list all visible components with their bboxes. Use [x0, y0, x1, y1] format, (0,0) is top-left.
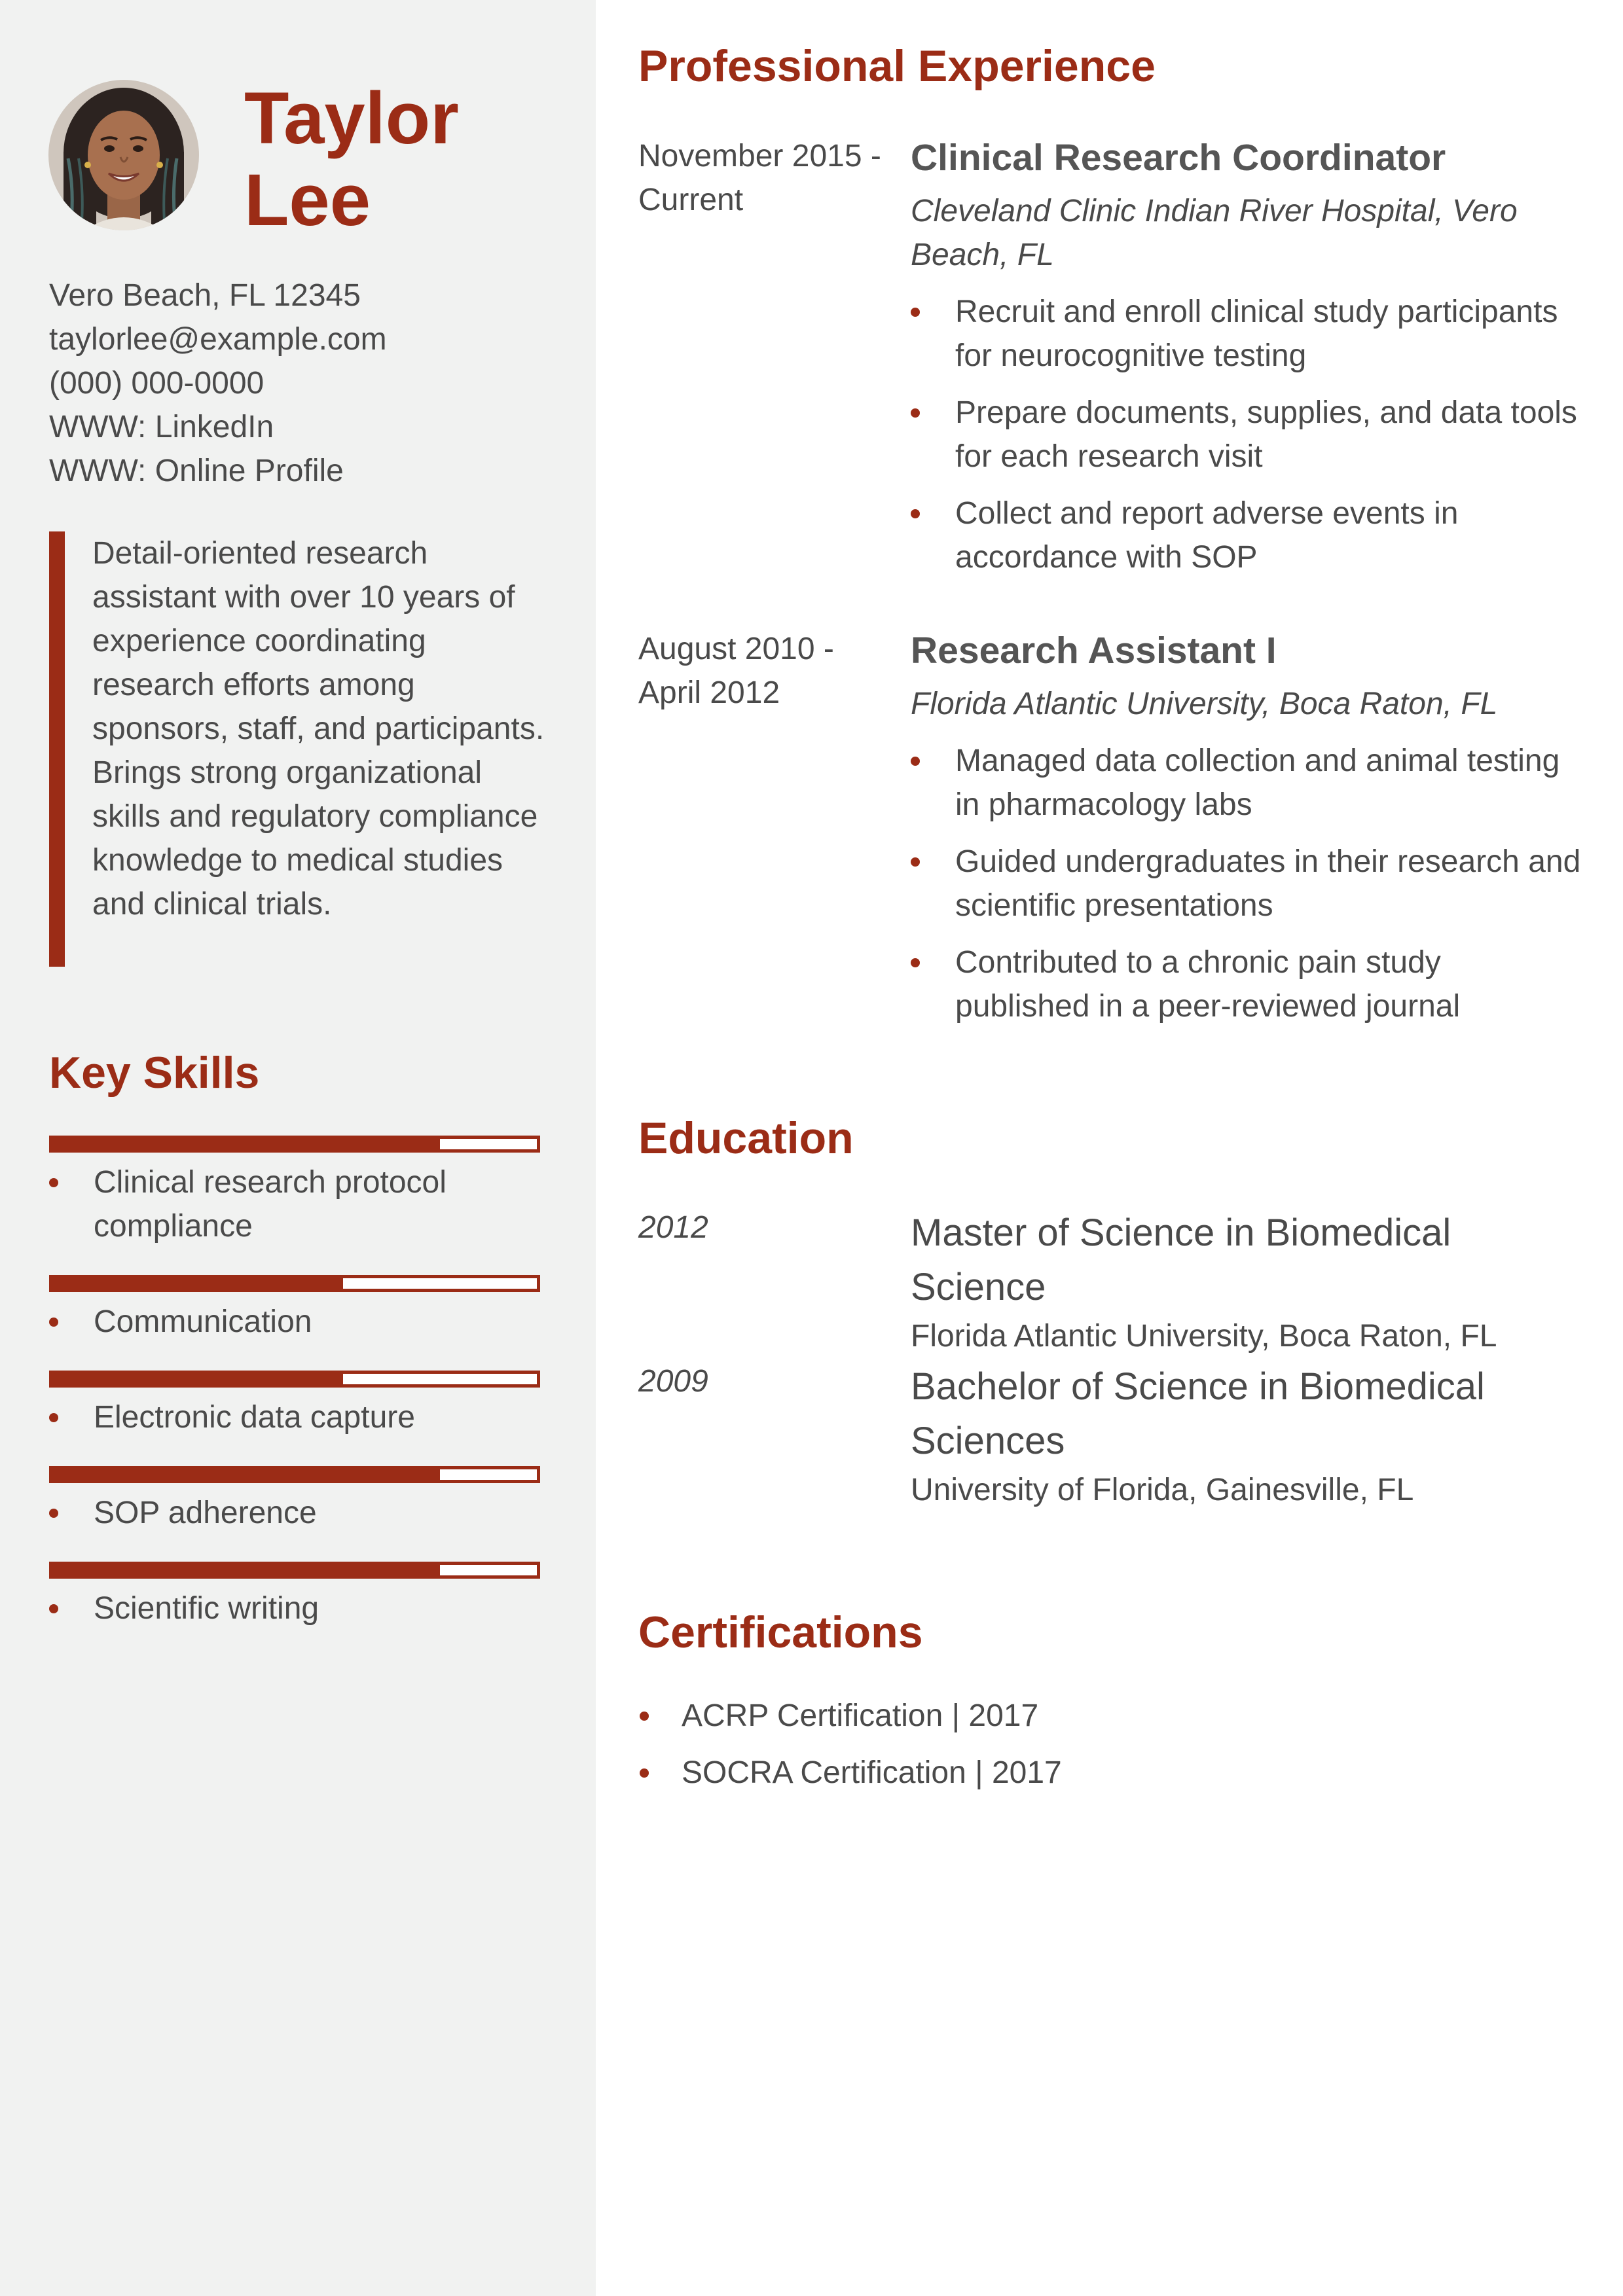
- avatar: [48, 80, 199, 230]
- job-title: Research Assistant I: [911, 630, 1277, 672]
- list-item: Recruit and enroll clinical study participants for neurocognitive testing: [911, 290, 1581, 378]
- certifications-list: [638, 1694, 1555, 1808]
- contact-address: Vero Beach, FL 12345: [49, 278, 361, 313]
- bullet-icon: [911, 958, 920, 967]
- contact-email[interactable]: taylorlee@example.com: [49, 322, 387, 357]
- bullet-icon: [640, 1712, 649, 1721]
- education-school: Florida Atlantic University, Boca Raton, FL: [911, 1319, 1497, 1354]
- education-year: 2012: [638, 1210, 708, 1245]
- job-organization: Florida Atlantic University, Boca Raton, FL: [911, 687, 1498, 721]
- job-dates: November 2015 - Current: [638, 139, 881, 217]
- certifications-heading: Certifications: [638, 1607, 923, 1657]
- main-content: [638, 0, 1581, 2296]
- skill-level-fill: [52, 1565, 440, 1575]
- skill-level-bar: [49, 1371, 540, 1388]
- bullet-icon: [911, 308, 920, 317]
- list-item: Contributed to a chronic pain study published in a peer-reviewed journal: [911, 941, 1581, 1028]
- professional-summary: [49, 531, 547, 967]
- skill-label: SOP adherence: [94, 1496, 317, 1530]
- job-bullets: [911, 290, 1581, 579]
- bullet-icon: [49, 1509, 58, 1518]
- job-title: Clinical Research Coordinator: [911, 137, 1446, 179]
- education-degree: Bachelor of Science in Biomedical Sciences: [911, 1365, 1485, 1462]
- skill-level-fill: [52, 1469, 440, 1480]
- contact-info: [49, 274, 573, 493]
- contact-online-profile[interactable]: WWW: Online Profile: [49, 454, 344, 488]
- job-dates: August 2010 - April 2012: [638, 632, 834, 710]
- education-degree: Master of Science in Biomedical Science: [911, 1211, 1451, 1308]
- candidate-name: [244, 77, 572, 241]
- contact-linkedin[interactable]: WWW: LinkedIn: [49, 410, 274, 444]
- first-name: Taylor: [244, 77, 459, 159]
- skill-item: [49, 1275, 540, 1371]
- job-organization: Cleveland Clinic Indian River Hospital, Vero Beach, FL: [911, 194, 1518, 272]
- skill-item: [49, 1371, 540, 1466]
- sidebar: [0, 0, 596, 2296]
- bullet-icon: [911, 408, 920, 418]
- list-item: ACRP Certification | 2017: [638, 1694, 1555, 1738]
- skill-level-fill: [52, 1278, 343, 1289]
- bullet-icon: [49, 1413, 58, 1422]
- bullet-icon: [640, 1768, 649, 1778]
- education-heading: Education: [638, 1113, 854, 1163]
- skill-level-bar: [49, 1275, 540, 1292]
- skill-item: [49, 1466, 540, 1562]
- skill-level-bar: [49, 1136, 540, 1153]
- skill-level-bar: [49, 1562, 540, 1579]
- last-name: Lee: [244, 159, 371, 241]
- skill-item: [49, 1562, 540, 1657]
- skills-heading: Key Skills: [49, 1048, 260, 1098]
- bullet-icon: [49, 1318, 58, 1327]
- experience-heading: Professional Experience: [638, 41, 1156, 91]
- skill-label: Scientific writing: [94, 1591, 319, 1626]
- list-item: Prepare documents, supplies, and data tools for each research visit: [911, 391, 1581, 478]
- skill-label: Communication: [94, 1304, 312, 1339]
- skill-level-fill: [52, 1139, 440, 1149]
- list-item: Collect and report adverse events in accordance with SOP: [911, 492, 1581, 579]
- bullet-icon: [911, 509, 920, 518]
- list-item: SOCRA Certification | 2017: [638, 1751, 1555, 1795]
- skill-label: Clinical research protocol compliance: [94, 1165, 447, 1244]
- skill-level-bar: [49, 1466, 540, 1483]
- contact-phone[interactable]: (000) 000-0000: [49, 366, 264, 401]
- bullet-icon: [911, 757, 920, 766]
- bullet-icon: [911, 857, 920, 867]
- list-item: Guided undergraduates in their research and scientific presentations: [911, 840, 1581, 927]
- skills-list: [49, 1136, 540, 1657]
- job-bullets: [911, 739, 1581, 1028]
- education-year: 2009: [638, 1364, 708, 1399]
- list-item: Managed data collection and animal testing in pharmacology labs: [911, 739, 1581, 827]
- education-school: University of Florida, Gainesville, FL: [911, 1473, 1414, 1507]
- summary-text: Detail-oriented research assistant with over 10 years of experience coordinating research efforts among sponsors, staff, and participants. Brings strong organizational skills and regulatory compliance knowledge to medical studies and clinical trials.: [92, 536, 545, 922]
- skill-item: [49, 1136, 540, 1255]
- skill-level-fill: [52, 1374, 343, 1384]
- bullet-icon: [49, 1604, 58, 1613]
- skill-label: Electronic data capture: [94, 1400, 415, 1435]
- bullet-icon: [49, 1178, 58, 1187]
